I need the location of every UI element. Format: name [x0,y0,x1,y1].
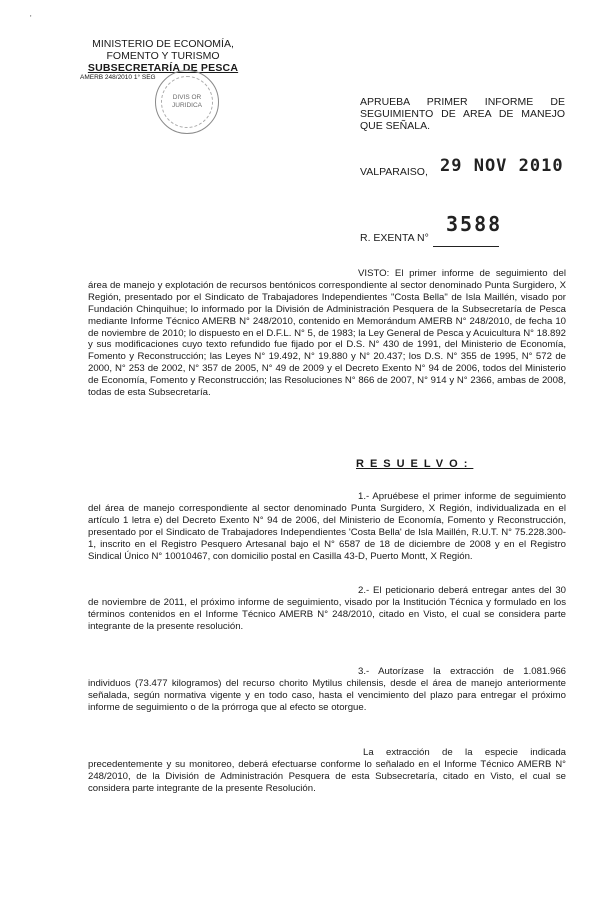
visto-paragraph [88,268,566,399]
date-label: VALPARAISO, [360,166,428,178]
stamp-line2: JURIDICA [172,102,202,109]
page-mark: ' [30,14,32,23]
subsecretaria-name: SUBSECRETARÍA DE PESCA [87,62,239,74]
article-1 [88,491,566,562]
resolution-subject: APRUEBA PRIMER INFORME DE SEGUIMIENTO DE AREA DE MANEJO QUE SEÑALA. [360,96,565,132]
article-2-text: El peticionario deberá entregar antes del 30 de noviembre de 2011, el próximo informe de seguimiento, visado por la Institución Técnica y formulado en los términos contenidos en el Informe Técnico AMERB N° 248/2010, citado en Visto, el cual se considera parte integrante de la presente resolución. [88,585,566,632]
article-3-continuation [88,747,566,795]
date-stamp: 29 NOV 2010 [440,156,564,176]
resuelvo-heading: RESUELVO: [356,458,474,470]
article-2-number: 2.- [358,585,370,596]
resolution-number: 3588 [446,212,503,236]
visto-label: VISTO: [358,268,390,279]
resolution-label: R. EXENTA N° [360,232,429,244]
article-3-number: 3.- [358,666,370,677]
article-1-text: Apruébese el primer informe de seguimiento del área de manejo correspondiente al sector denominado Punta Surgidero, X Región, individualizada en el artículo 1 letra e) del Decreto Exento N° 94 de 2006, del Ministerio de Economía, Fomento y Reconstrucción, presentado por el Sindicato de Trabajadores Independientes 'Costa Bella' de Isla Maillén, R.U.T. N° 75.228.300-1, inscrito en el Registro Pesquero Artesanal bajo el N° 6587 de 18 de diciembre de 2008 y en el Registro Sindical Único N° 10010467, con domicilio postal en Casilla 43-D, Puerto Montt, X Región. [88,491,566,562]
visto-text: El primer informe de seguimiento del área de manejo y explotación de recursos bentónicos correspondiente al sector denominado Punta Surgidero, X Región, presentado por el Sindicato de Trabajadores Independientes "Costa Bella" de Isla Maillén, visado por Fundación Chinquihue; lo informado por la División de Administración Pesquera de la Subsecretaría de Pesca mediante Informe Técnico AMERB N° 248/2010, contenido en Memorándum AMERB N° 248/2010, de fecha 10 de noviembre de 2010; lo dispuesto en el D.F.L. N° 5, de 1983; la Ley General de Pesca y Acuicultura N° 18.892 y sus modificaciones cuyo texto refundido fue fijado por el D.S. N° 430 de 1991, del Ministerio de Economía, Fomento y Reconstrucción; las Leyes N° 19.492, N° 19.880 y N° 20.437; los D.S. N° 355 de 1995, N° 572 de 2000, N° 253 de 2002, N° 357 de 2005, N° 49 de 2009 y el Decreto Exento N° 94 de 2006, todos del Ministerio de Economía, Fomento y Reconstrucción; las Resoluciones N° 866 de 2007, N° 914 y N° 2366, ambas de 2008, todas de esta Subsecretaría. [88,268,566,399]
article-3-text: Autorízase la extracción de 1.081.966 individuos (73.477 kilogramos) del recurso chorito Mytilus chilensis, desde el área de manejo anteriormente señalada, según normativa vigente y en todo caso, hasta el vencimiento del plazo para entregar el próximo informe de seguimiento o de la prórroga que al efecto se otorgue. [88,666,566,713]
document-reference: AMERB 248/2010 1° SEG [80,74,156,81]
ministry-name-line1: MINISTERIO DE ECONOMÍA, [92,38,234,50]
article-2 [88,585,566,633]
letterhead [78,38,248,82]
article-1-number: 1.- [358,491,370,502]
ministry-name-line2: FOMENTO Y TURISMO [106,50,220,62]
article-3-continuation-text: La extracción de la especie indicada precedentemente y su monitoreo, deberá efectuarse conforme lo señalado en el Informe Técnico AMERB N° 248/2010, de la División de Administración Pesquera de esta Subsecretaría, citado en Visto, el cual se considera parte integrante de la presente Resolución. [88,747,566,794]
article-3 [88,666,566,714]
stamp-line1: DIVIS OR [172,94,202,101]
division-juridica-stamp [155,70,219,134]
resolution-number-underline [433,246,499,247]
